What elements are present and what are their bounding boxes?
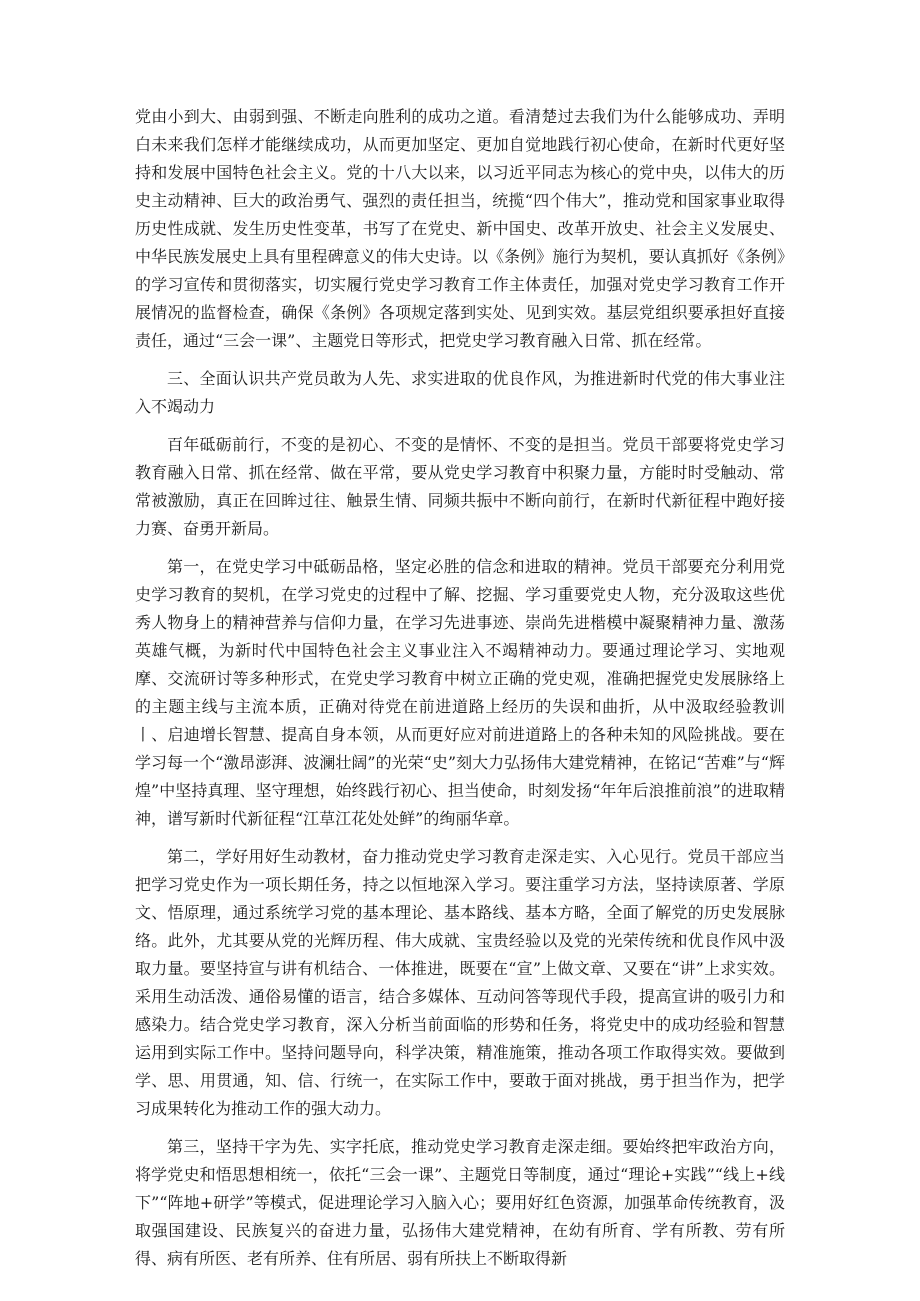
document-body — [135, 103, 785, 1283]
paragraph-third-point: 第三，坚持干字为先、实字托底，推动党史学习教育走深走细。要始终把牢政治方向，将学党史和悟思想相统一，依托“三会一课”、主题党日等制度，通过“理论+实践”“线上+线下”“阵地+研学”等模式，促进理论学习入脑入心；要用好红色资源，加强革命传统教育，汲取强国建设、民族复兴的奋进力量，弘扬伟大建党精神，在幼有所育、学有所教、劳有所得、病有所医、老有所养、住有所居、弱有所扶上不断取得新 — [135, 1137, 785, 1268]
paragraph-first-point: 第一，在党史学习中砥砺品格，坚定必胜的信念和进取的精神。党员干部要充分利用党史学习教育的契机，在学习党史的过程中了解、挖掘、学习重要党史人物，充分汲取这些优秀人物身上的精神营养与信仰力量，在学习先进事迹、崇尚先进楷模中凝聚精神力量、激荡英雄气概，为新时代中国特色社会主义事业注入不竭精神动力。要通过理论学习、实地观摩、交流研讨等多种形式，在党史学习教育中树立正确的党史观，准确把握党史发展脉络上的主题主线与主流本质，正确对待党在前进道路上经历的失误和曲折，从中汲取经验教训丨、启迪增长智慧、提高自身本领，从而更好应对前进道路上的各种未知的风险挑战。要在学习每一个“激昂澎湃、波澜壮阔”的光荣“史”刻大力弘扬伟大建党精神，在铭记“苦难”与“辉煌”中坚持真理、坚守理想，始终践行初心、担当使命，时刻发扬“年年后浪推前浪”的进取精神，谱写新时代新征程“江草江花处处鲜”的绚丽华章。 — [135, 557, 785, 828]
paragraph-continuation: 党由小到大、由弱到强、不断走向胜利的成功之道。看清楚过去我们为什么能够成功、弄明白未来我们怎样才能继续成功，从而更加坚定、更加自觉地践行初心使命，在新时代更好坚持和发展中国特色社会主义。党的十八大以来，以习近平同志为核心的党中央，以伟大的历史主动精神、巨大的政治勇气、强烈的责任担当，统揽“四个伟大”，推动党和国家事业取得历史性成就、发生历史性变革，书写了在党史、新中国史、改革开放史、社会主义发展史、中华民族发展史上具有里程碑意义的伟大史诗。以《条例》施行为契机，要认真抓好《条例》的学习宣传和贯彻落实，切实履行党史学习教育工作主体责任，加强对党史学习教育工作开展情况的监督检查，确保《条例》各项规定落到实处、见到实效。基层党组织要承担好直接责任，通过“三会一课”、主题党日等形式，把党史学习教育融入日常、抓在经常。 — [135, 107, 785, 350]
paragraph-intro: 百年砥砺前行，不变的是初心、不变的是情怀、不变的是担当。党员干部要将党史学习教育融入日常、抓在经常、做在平常，要从党史学习教育中积聚力量，方能时时受触动、常常被激励，真正在回眸过往、触景生情、同频共振中不断向前行，在新时代新征程中跑好接力赛、奋勇开新局。 — [135, 435, 785, 538]
section-heading-three: 三、全面认识共产党员敢为人先、求实进取的优良作风，为推进新时代党的伟大事业注入不竭动力 — [135, 369, 785, 416]
paragraph-second-point: 第二，学好用好生动教材，奋力推动党史学习教育走深走实、入心见行。党员干部应当把学习党史作为一项长期任务，持之以恒地深入学习。要注重学习方法，坚持读原著、学原文、悟原理，通过系统学习党的基本理论、基本路线、基本方略，全面了解党的历史发展脉络。此外，尤其要从党的光辉历程、伟大成就、宝贵经验以及党的光荣传统和优良作风中汲取力量。要坚持宣与讲有机结合、一体推进，既要在“宣”上做文章、又要在“讲”上求实效。采用生动活泼、通俗易懂的语言，结合多媒体、互动问答等现代手段，提高宣讲的吸引力和感染力。结合党史学习教育，深入分析当前面临的形势和任务，将党史中的成功经验和智慧运用到实际工作中。坚持问题导向，科学决策，精准施策，推动各项工作取得实效。要做到学、思、用贯通，知、信、行统一，在实际工作中，要敢于面对挑战，勇于担当作为，把学习成果转化为推动工作的强大动力。 — [135, 847, 785, 1118]
